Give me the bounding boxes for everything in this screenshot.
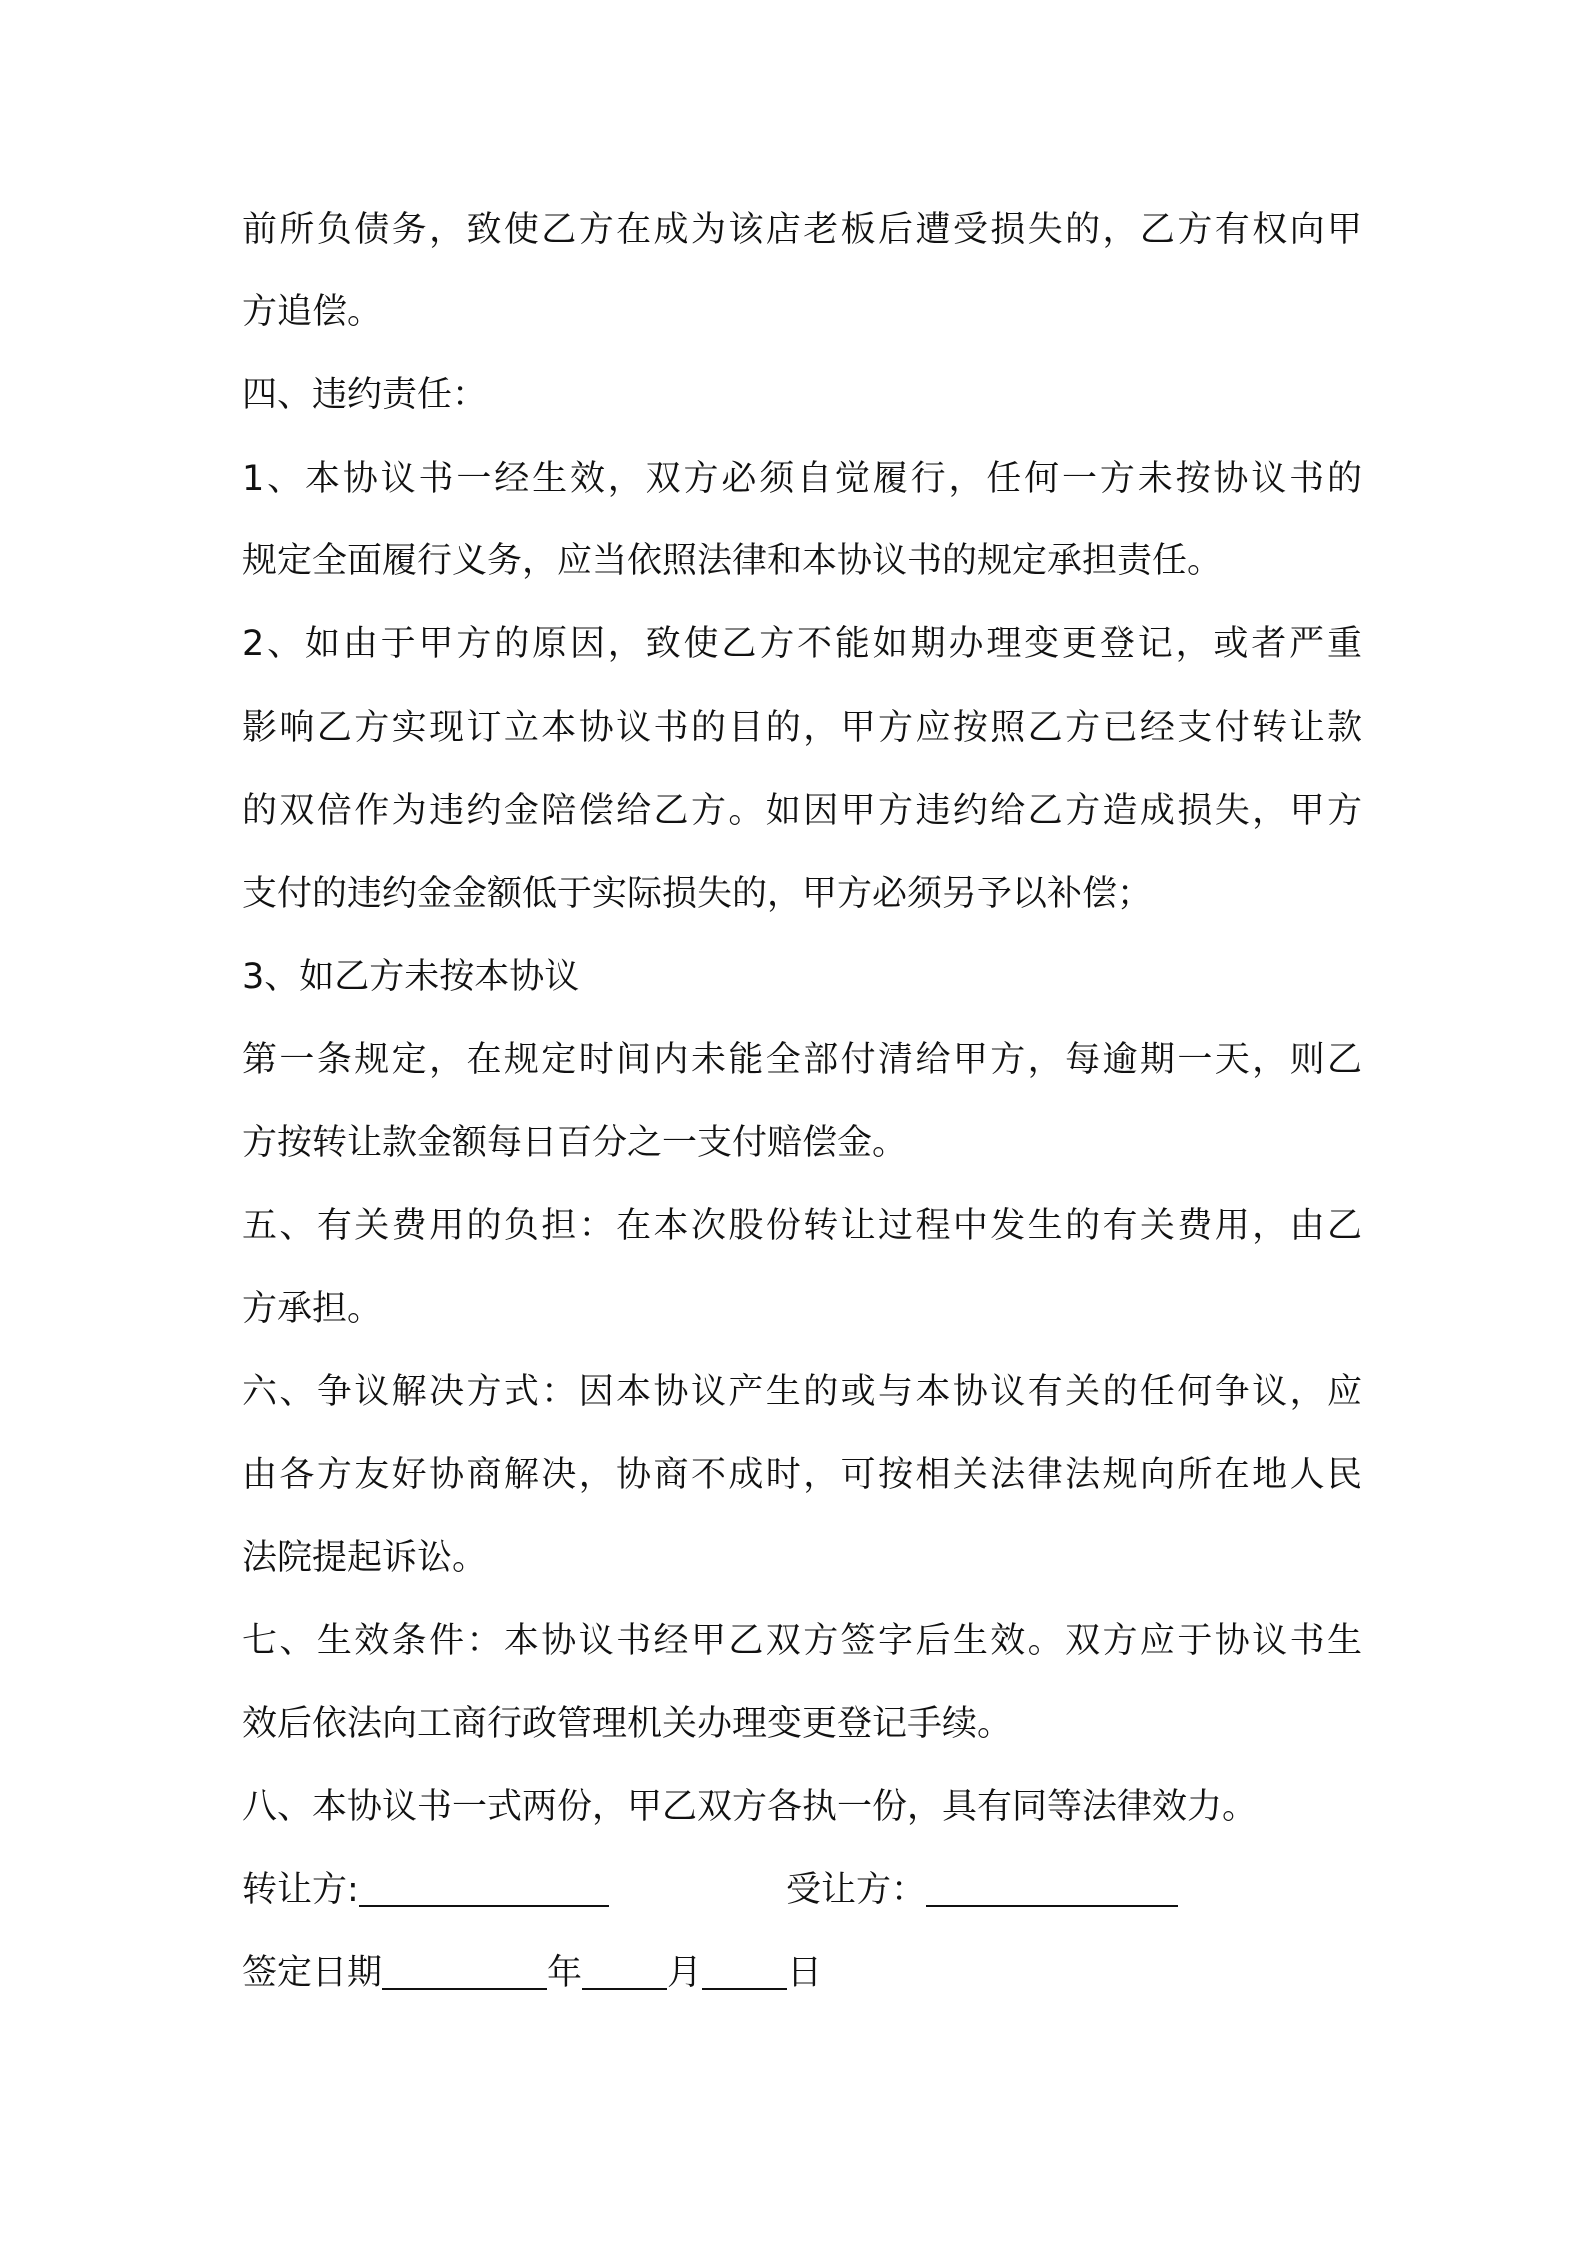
paragraph-line: 效后依法向工商行政管理机关办理变更登记手续。 [242,1704,1013,1744]
year-blank [382,1952,547,1990]
paragraph-line: 前所负债务，致使乙方在成为该店老板后遭受损失的，乙方有权向甲 [242,210,1362,250]
paragraph-line: 的双倍作为违约金陪偿给乙方。如因甲方违约给乙方造成损失，甲方 [242,791,1362,831]
month-blank [582,1952,667,1990]
transferee-label: 受让方： [786,1870,927,1910]
paragraph-line: 方承担。 [242,1289,383,1329]
transferor-signature-line [242,1860,609,1920]
transferee-blank [926,1869,1178,1907]
transferor-blank [359,1869,609,1907]
day-blank [702,1952,787,1990]
section-heading-dispute: 六、争议解决方式：因本协议产生的或与本协议有关的任何争议，应 [242,1372,1362,1412]
section-heading-breach: 四、违约责任： [242,375,488,415]
section-heading-fees: 五、有关费用的负担：在本次股份转让过程中发生的有关费用，由乙 [242,1206,1362,1246]
day-label: 日 [787,1953,823,1993]
year-label: 年 [547,1953,583,1993]
paragraph-line: 由各方友好协商解决，协商不成时，可按相关法律法规向所在地人民 [242,1455,1362,1495]
paragraph-line: 法院提起诉讼。 [242,1538,488,1578]
paragraph-line: 支付的违约金金额低于实际损失的，甲方必须另予以补偿； [242,874,1153,914]
paragraph-line: 方按转让款金额每日百分之一支付赔偿金。 [242,1123,908,1163]
paragraph-line: 1、本协议书一经生效，双方必须自觉履行，任何一方未按协议书的 [242,459,1362,499]
paragraph-line: 影响乙方实现订立本协议书的目的，甲方应按照乙方已经支付转让款 [242,708,1362,748]
date-label: 签定日期 [242,1953,383,1993]
paragraph-line: 第一条规定，在规定时间内未能全部付清给甲方，每逾期一天，则乙 [242,1040,1362,1080]
paragraph-line: 3、如乙方未按本协议 [242,957,580,997]
section-heading-effect: 七、生效条件：本协议书经甲乙双方签字后生效。双方应于协议书生 [242,1621,1362,1661]
sign-date-line [242,1943,822,2003]
transferee-signature-line [786,1860,1178,1920]
transferor-label: 转让方: [242,1870,359,1910]
paragraph-line: 规定全面履行义务，应当依照法律和本协议书的规定承担责任。 [242,541,1223,581]
section-heading-copies: 八、本协议书一式两份，甲乙双方各执一份，具有同等法律效力。 [242,1787,1258,1827]
paragraph-line: 2、如由于甲方的原因，致使乙方不能如期办理变更登记，或者严重 [242,624,1362,664]
month-label: 月 [667,1953,703,1993]
paragraph-line: 方追偿。 [242,292,383,332]
